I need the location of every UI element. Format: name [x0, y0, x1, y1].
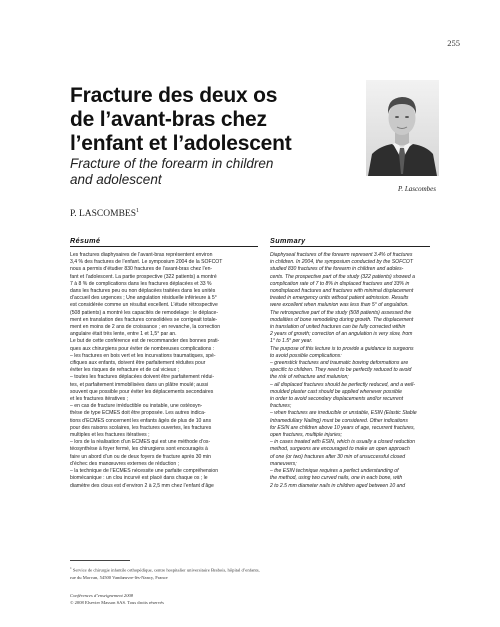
text-line: for ESIN are children above 10 years of age, recurrent fractures, — [270, 424, 415, 431]
text-line: open fractures, multiple injuries; — [270, 432, 342, 439]
text-line: – the ESIN technique requires a perfect understanding of — [270, 468, 399, 475]
text-line: The purpose of this lecture is to provide a guidance to surgeons — [270, 345, 414, 352]
resume-heading-rule — [70, 246, 258, 247]
article-subtitle — [70, 156, 360, 188]
text-line: method, surgeons are encouraged to make an open approach — [270, 446, 410, 453]
subtitle-line: Fracture of the forearm in children — [70, 156, 274, 171]
text-line: – greenstick fractures and traumatic bowing deformations are — [270, 360, 409, 367]
conference-name: Conférences d’enseignement 2008 — [70, 593, 134, 598]
article-title — [70, 84, 360, 156]
text-line: complication rate of 7 to 8% in displaced fractures and 33% in — [270, 280, 410, 287]
text-line: fractures; — [270, 403, 292, 410]
affiliation-footnote — [70, 565, 430, 581]
resume-column — [70, 252, 258, 490]
text-line: treated in emergency units without patient admission. Results — [270, 295, 409, 302]
text-line: cents. The prospective part of the study (322 patients) showed a — [270, 273, 415, 280]
summary-column — [270, 252, 432, 490]
text-line: in order to avoid secondary displacements and/or recurrent — [270, 396, 404, 403]
text-line: to avoid possible complications: — [270, 352, 342, 359]
text-line: Les fractures diaphysaires de l’avant-bras représentent environ — [70, 252, 213, 258]
author-portrait-image — [366, 80, 439, 176]
author-affiliation-mark: 1 — [136, 208, 139, 214]
text-line: dans les fractures peu ou non déplacées traitées dans les unités — [70, 288, 216, 295]
text-line: (508 patients) a montré les capacités de remodelage : le déplace- — [70, 309, 219, 316]
text-line: biomécanique : un clou incurvé est placé dans chaque os ; le — [70, 475, 208, 482]
text-line: Intramedullary Nailing) must be considered. Other indications — [270, 417, 408, 424]
text-line: – when fractures are irreducible or unstable, ESIN (Elastic Stable — [270, 410, 417, 417]
text-line: et les fractures itératives ; — [70, 396, 129, 403]
text-line: d’échec des manœuvres externes de réduction ; — [70, 460, 180, 467]
title-line: Fracture des deux os — [70, 84, 278, 107]
photo-caption: P. Lascombes — [398, 185, 436, 193]
text-line: faire un abord d’un ou de deux foyers de fracture après 30 min — [70, 453, 212, 460]
text-line: multiples et les fractures itératives ; — [70, 432, 150, 439]
text-line: souvent que possible pour éviter les déplacements secondaires — [70, 388, 214, 395]
text-line: diamètre des clous est d’environ 2 à 2,5 mm chez l’enfant d’âge — [70, 482, 214, 489]
text-line: ment en translation des fractures consolidées se corrigeait totale- — [70, 316, 218, 323]
text-line: pour des raisons scolaires, les fractures ouvertes, les fractures — [70, 424, 212, 431]
title-line: l’enfant et l’adolescent — [70, 132, 292, 155]
text-line: 3,4 % des fractures de l’enfant. Le symposium 2004 de la SOFCOT — [70, 259, 223, 266]
text-line: téosynthèse à foyer fermé, les chirurgiens sont encouragés à — [70, 446, 208, 453]
summary-heading-rule — [270, 246, 430, 247]
footnote-line-1: Service de chirurgie infantile orthopédique, centre hospitalier universitaire Brabois, hôpital d’enfants, — [72, 567, 260, 573]
author-photo — [366, 80, 439, 176]
text-line: moulded plaster cast should be applied whenever possible — [270, 388, 402, 395]
title-line: de l’avant-bras chez — [70, 108, 267, 131]
text-line: fant et l’adolescent. La partie prospective (322 patients) a montré — [70, 273, 217, 280]
text-line: cifiques aux enfants, doivent être parfaitement réduites pour — [70, 360, 206, 367]
footnote-line-2: rue du Morvan, 54500 Vandœuvre-lès-Nancy, France — [70, 574, 168, 580]
footnote-mark: 1 — [70, 566, 72, 570]
text-line: ment en moins de 2 ans de croissance ; en revanche, la correction — [70, 324, 221, 331]
text-line: of one (or two) fractures after 30 min of unsuccessful closed — [270, 453, 406, 460]
text-line: in children. In 2004, the symposium conducted by the SOFCOT — [270, 259, 413, 266]
text-line: d’accueil des urgences ; Une angulation résiduelle inférieure à 5° — [70, 295, 217, 302]
text-line: 7 à 8 % de complications dans les fractures déplacées et 33 % — [70, 280, 212, 287]
text-line: – les fractures en bois vert et les incurvations traumatiques, spé- — [70, 352, 216, 359]
text-line: maneuvers; — [270, 460, 297, 467]
text-line: – in cases treated with ESIN, which is usually a closed reduction — [270, 439, 415, 446]
text-line: – toutes les fractures déplacées doivent être parfaitement rédui- — [70, 374, 215, 381]
text-line: – all displaced fractures should be perfectly reduced, and a well- — [270, 381, 415, 388]
page-number: 255 — [447, 38, 460, 48]
text-line: studied 830 fractures of the forearm in children and adoles- — [270, 266, 404, 273]
text-line: The retrospective part of the study (508 patients) assessed the — [270, 309, 412, 316]
text-line: ques aux chirurgiens pour éviter de nombreuses complications : — [70, 345, 215, 352]
summary-heading: Summary — [270, 236, 306, 245]
text-line: – la technique de l’ECMES nécessite une parfaite compréhension — [70, 468, 219, 475]
text-line: nondisplaced fractures and fractures with minimal displacement — [270, 288, 414, 295]
text-line: est considérée comme un résultat excellent. L’étude rétrospective — [70, 302, 218, 309]
subtitle-line: and adolescent — [70, 172, 162, 187]
text-line: – lors de la réalisation d’un ECMES qui est une méthode d’os- — [70, 439, 211, 446]
text-line: the method, using two curved nails, one in each bone, with — [270, 475, 403, 482]
resume-heading: Résumé — [70, 236, 101, 245]
text-line: tes, et parfaitement immobilisées dans un plâtre moulé; aussi — [70, 381, 209, 388]
text-line: nous a permis d’étudier 830 fractures de l’avant-bras chez l’en- — [70, 266, 213, 273]
text-line: éviter les risques de refracture et de cal vicieux ; — [70, 367, 179, 374]
text-line: in translation of united fractures can be fully corrected within — [270, 324, 406, 331]
text-line: angulaire était très lente, entre 1 et 1,5° par an. — [70, 331, 177, 338]
text-line: the risk of refracture and malunion; — [270, 374, 349, 381]
author-text: P. LASCOMBES — [70, 209, 136, 220]
text-line: – en cas de fracture irréductible ou instable, une ostéosyn- — [70, 403, 203, 410]
text-line: Diaphyseal fractures of the forearm represent 3.4% of fractures — [270, 252, 413, 258]
text-line: 2 to 2.5 mm diameter nails in children aged between 10 and — [270, 482, 406, 489]
conference-info — [70, 592, 164, 606]
text-line: tions d’ECMES concernent les enfants âgés de plus de 10 ans — [70, 417, 212, 424]
copyright-notice: © 2008 Elsevier Masson SAS. Tous droits réservés — [70, 600, 164, 605]
author-name — [70, 208, 139, 219]
text-line: modalities of bone remodeling during growth. The displacement — [270, 316, 414, 323]
text-line: Le but de cette conférence est de recommander des bonnes prati- — [70, 338, 220, 345]
text-line: specific to children. They need to be perfectly reduced to avoid — [270, 367, 412, 374]
text-line: thèse de type ECMES doit être proposée. Les autres indica- — [70, 410, 206, 417]
text-line: were excellent when malunion was less than 5° of angulation. — [270, 302, 409, 309]
text-line: 2 years of growth; correction of an angulation is very slow, from — [270, 331, 413, 338]
text-line: 1° to 1.5° per year. — [270, 338, 313, 345]
footnote-rule — [70, 560, 130, 561]
